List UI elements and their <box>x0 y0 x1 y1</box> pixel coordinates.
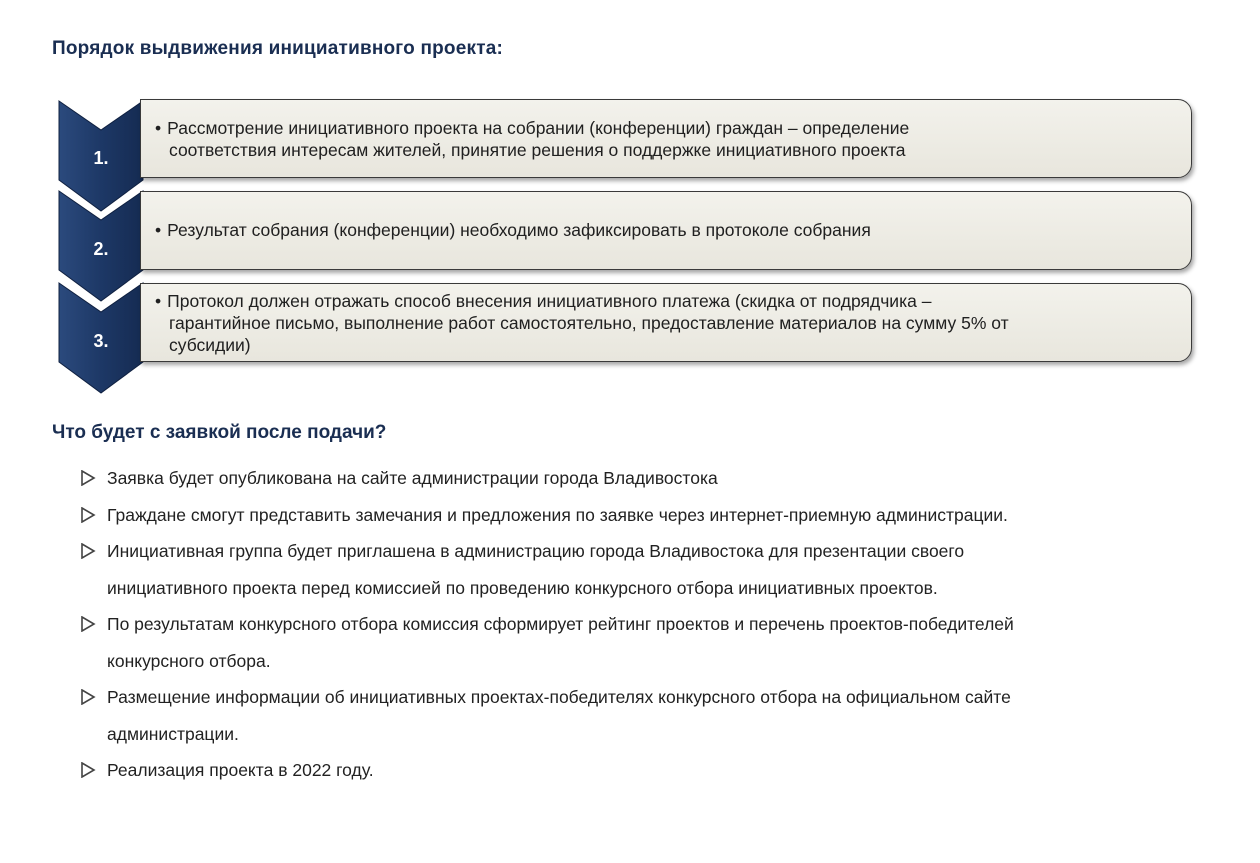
step-3-line-3: субсидии) <box>169 334 251 355</box>
step-box-3 <box>140 283 1192 362</box>
list-item-line: Заявка будет опубликована на сайте администрации города Владивостока <box>107 468 718 488</box>
triangle-bullet-icon <box>80 616 96 632</box>
list-item-line: Инициативная группа будет приглашена в администрацию города Владивостока для презентации своего <box>107 541 965 561</box>
step-number-2: 2. <box>93 239 109 259</box>
steps-diagram <box>0 0 1260 420</box>
list-item <box>78 497 1248 534</box>
bullet: • <box>155 117 162 138</box>
step-3-line-1: Протокол должен отражать способ внесения инициативного платежа (скидка от подрядчика – <box>167 290 932 311</box>
list-item-line: По результатам конкурсного отбора комиссия сформирует рейтинг проектов и перечень проектов-победителей <box>107 614 1014 634</box>
list-item-line: Граждане смогут представить замечания и предложения по заявке через интернет-приемную администрации. <box>107 504 1008 525</box>
triangle-bullet-icon <box>80 762 96 778</box>
bullet: • <box>155 220 162 240</box>
step-1-line-2: соответствия интересам жителей, принятие решения о поддержке инициативного проекта <box>169 139 906 160</box>
section-title-after-submission: Что будет с заявкой после подачи? <box>52 422 387 443</box>
step-number-3: 3. <box>93 331 109 351</box>
step-box-2 <box>140 191 1192 270</box>
step-box-1 <box>140 99 1192 178</box>
triangle-bullet-icon <box>80 507 96 523</box>
bullet: • <box>155 290 162 311</box>
list-item <box>78 606 1248 679</box>
list-item-line: инициативного проекта перед комиссией по проведению конкурсного отбора инициативных проектов. <box>107 577 938 598</box>
triangle-bullet-icon <box>80 470 96 486</box>
list-item-line: Реализация проекта в 2022 году. <box>107 760 374 780</box>
after-submission-list <box>78 460 1248 789</box>
triangle-bullet-icon <box>80 543 96 559</box>
list-item-line: Размещение информации об инициативных проектах-победителях конкурсного отбора на официальном сайте <box>107 687 1011 707</box>
step-3-line-2: гарантийное письмо, выполнение работ самостоятельно, предоставление материалов на сумму 5% от <box>169 312 1009 333</box>
section-title-procedure: Порядок выдвижения инициативного проекта: <box>52 38 504 59</box>
triangle-bullet-icon <box>80 689 96 705</box>
step-2-line-1: Результат собрания (конференции) необходимо зафиксировать в протоколе собрания <box>167 220 871 240</box>
step-chevron-3 <box>58 282 144 394</box>
list-item-line: администрации. <box>107 723 239 744</box>
list-item <box>78 460 1248 497</box>
list-item-line: конкурсного отбора. <box>107 650 271 671</box>
list-item <box>78 533 1248 606</box>
list-item <box>78 752 1248 789</box>
step-number-1: 1. <box>93 148 109 168</box>
step-1-line-1: Рассмотрение инициативного проекта на собрании (конференции) граждан – определение <box>167 117 910 138</box>
list-item <box>78 679 1248 752</box>
